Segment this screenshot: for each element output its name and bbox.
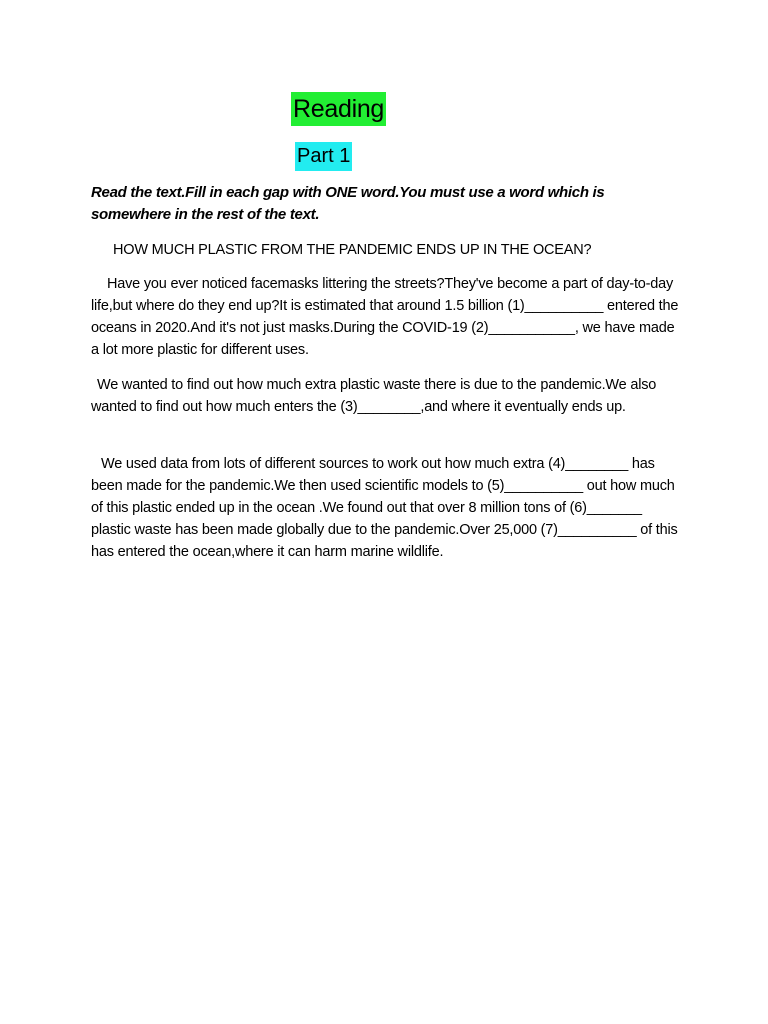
reading-title-text: Reading — [293, 95, 385, 123]
paragraph-3-text: We used data from lots of different sources to work out how much extra (4)________ has been made for the pandemic.We then used scientific models to (5)__________ out how much of this plastic ended up in the ocean .We found out that over 8 million tons of (6)_______ plastic waste has been made globally due to the pandemic.Over 25,000 (7)__________ of this has entered the ocean,where it can harm marine wildlife. — [91, 456, 678, 560]
paragraph-1 — [91, 273, 683, 361]
article-heading: HOW MUCH PLASTIC FROM THE PANDEMIC ENDS UP IN THE OCEAN? — [113, 242, 592, 258]
part-label — [295, 142, 352, 171]
paragraph-1-text: Have you ever noticed facemasks littering the streets?They've become a part of day-to-day life,but where do they end up?It is estimated that around 1.5 billion (1)__________ entered the oceans in 2020.And it's not just masks.During the COVID-19 (2)___________, we have made a lot more plastic for different uses. — [91, 276, 679, 358]
reading-title — [291, 92, 386, 126]
instructions-text: Read the text.Fill in each gap with ONE word.You must use a word which is somewhere in the rest of the text. — [91, 184, 605, 223]
paragraph-2 — [91, 374, 683, 418]
paragraph-2-text: We wanted to find out how much extra plastic waste there is due to the pandemic.We also wanted to find out how much enters the (3)________,and where it eventually ends up. — [91, 377, 657, 415]
part-label-text: Part 1 — [297, 145, 351, 167]
paragraph-3 — [91, 453, 683, 563]
